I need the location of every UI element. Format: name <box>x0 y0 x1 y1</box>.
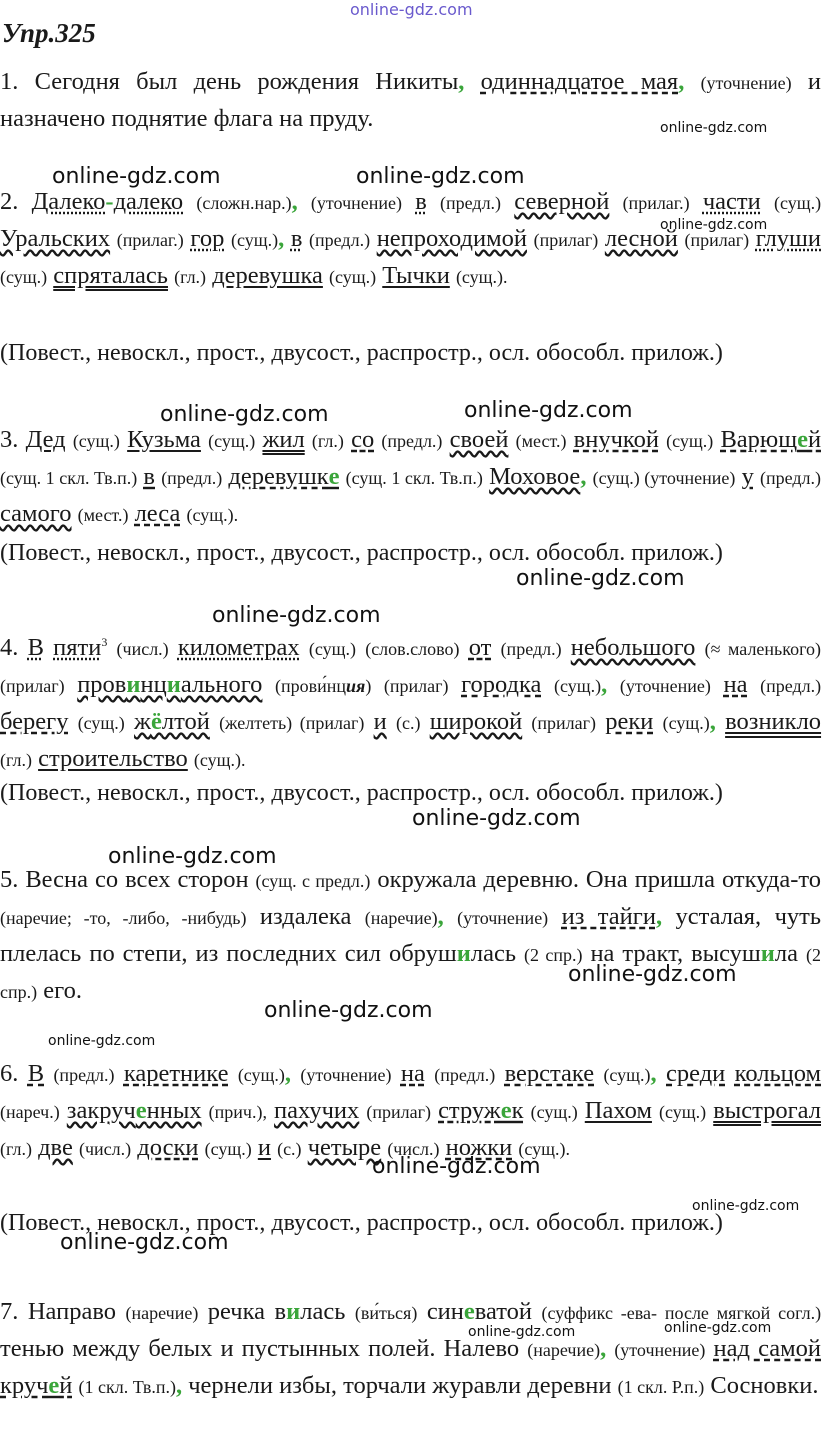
note-part: ) <box>365 676 372 697</box>
word: спряталась <box>53 262 168 289</box>
word: деревушка <box>212 262 323 289</box>
word <box>77 671 262 698</box>
comma-mark: , <box>650 1060 657 1087</box>
text: Весна со всех сторон <box>25 866 249 893</box>
word: внучкой <box>573 426 659 453</box>
note: (наречие) <box>527 1340 601 1360</box>
comma-mark: , <box>291 188 298 215</box>
note: (сложн.нар.) <box>196 193 292 213</box>
comma-mark: , <box>655 903 663 930</box>
note: (2 спр.) <box>523 945 583 965</box>
watermark: online-gdz.com <box>412 806 581 831</box>
note: (прилаг) <box>533 230 599 250</box>
note: (предл.) <box>434 1065 496 1085</box>
note: (прич.), <box>208 1102 267 1122</box>
paragraph-2 <box>0 184 821 295</box>
text-part: ватой <box>474 1298 533 1325</box>
note: (прилаг.) <box>622 193 690 213</box>
note: (сущ. 1 скл. Тв.п.) <box>345 468 483 488</box>
word-part: струж <box>438 1097 501 1124</box>
text-part: усталая, чуть плелась по степи, из последних сил обруш <box>0 903 822 967</box>
word: в <box>143 463 155 490</box>
word: городка <box>461 671 542 699</box>
summary-line: (Повест., невоскл., прост., двусост., распростр., осл. обособл. прилож.) <box>0 780 723 806</box>
note: (прилаг) <box>366 1102 431 1122</box>
note: (слов.слово) <box>365 639 460 660</box>
note-part: ия <box>346 676 366 697</box>
word: километрах <box>177 634 300 662</box>
note: (гл.) <box>0 1139 32 1159</box>
note: (с.) <box>395 713 421 734</box>
word-part: пров <box>77 671 127 699</box>
note: (уточнение) <box>700 73 792 93</box>
hyphen-mark: - <box>105 188 114 215</box>
word-part: к <box>511 1097 524 1124</box>
watermark: online-gdz.com <box>568 962 737 987</box>
note: (прилаг.) <box>116 230 184 250</box>
paragraph-4 <box>0 624 821 778</box>
word <box>720 426 821 453</box>
watermark: online-gdz.com <box>160 402 329 427</box>
note: (наречие) <box>364 908 438 928</box>
watermark: online-gdz.com <box>372 1154 541 1179</box>
watermark: online-gdz.com <box>350 0 473 19</box>
note: (предл.) <box>440 193 502 213</box>
word-part: деревушк <box>228 463 329 490</box>
text <box>427 1298 532 1325</box>
note: (уточнение) <box>310 193 403 213</box>
text-part: лась <box>300 1298 346 1325</box>
word-part: лтой <box>161 708 210 736</box>
word: доски <box>137 1134 199 1161</box>
highlight-letter: е <box>328 463 340 490</box>
note-part: (прови́нц <box>274 676 347 697</box>
word: возникло <box>725 708 822 736</box>
highlight-letter: и <box>456 940 471 967</box>
note: (мест.) <box>515 431 567 451</box>
note: (с.) <box>277 1139 302 1159</box>
word: и <box>373 708 387 736</box>
note: (сущ.) <box>666 431 714 451</box>
word-part: нных <box>146 1097 202 1124</box>
note: (числ.) <box>78 1139 132 1159</box>
highlight-letter: е <box>463 1298 475 1325</box>
watermark: online-gdz.com <box>108 844 277 869</box>
word: каретнике <box>123 1060 229 1087</box>
exercise-title: Упр.325 <box>2 18 96 48</box>
word-part: Варющ <box>720 426 798 453</box>
watermark: online-gdz.com <box>664 1320 772 1336</box>
word: леса <box>134 500 181 527</box>
note: (сущ.). <box>455 267 508 287</box>
text-part: речка в <box>207 1298 287 1325</box>
word: жил <box>262 426 305 453</box>
note: (сущ. 1 скл. Тв.п.) <box>0 468 138 488</box>
text: его. <box>43 977 82 1004</box>
watermark: online-gdz.com <box>60 1230 229 1255</box>
word: реки <box>605 708 654 736</box>
note: (сущ.) <box>204 1139 252 1159</box>
highlight-letter: и <box>126 671 141 699</box>
word: самого <box>0 500 72 527</box>
word-part: нц <box>140 671 167 699</box>
comma-mark: , <box>278 225 285 252</box>
word: у <box>741 463 754 490</box>
note: (сущ.) <box>308 639 356 660</box>
word: далеко <box>113 188 184 215</box>
highlight-letter: е <box>500 1097 512 1124</box>
note: (предл.) <box>760 676 822 697</box>
note: (сущ.) <box>237 1065 285 1085</box>
note <box>275 676 371 696</box>
word: в <box>290 225 303 252</box>
text-part: на тракт, высуш <box>590 940 761 967</box>
watermark: online-gdz.com <box>692 1198 800 1214</box>
text: Сосновки. <box>710 1372 819 1399</box>
comma-mark: , <box>437 903 444 930</box>
text: из тайги <box>561 903 656 930</box>
text: и назначено поднятие флага на пруду. <box>0 68 822 132</box>
note: (гл.) <box>174 267 207 287</box>
word: В <box>27 1060 45 1087</box>
note: (предл.) <box>381 431 443 451</box>
text: чернели избы, торчали журавли деревни <box>188 1372 612 1399</box>
note: (сущ.). <box>193 750 246 771</box>
item-number: 3. <box>0 426 19 453</box>
word: среди <box>666 1060 726 1087</box>
note: (сущ.). <box>518 1139 571 1159</box>
note: (сущ.) <box>77 713 125 734</box>
item-number: 2. <box>0 188 19 215</box>
text-part: над самой круч <box>0 1335 821 1399</box>
word <box>67 1097 202 1124</box>
text: издалека <box>259 903 352 930</box>
note: (предл.) <box>53 1065 115 1085</box>
word: верстаке <box>504 1060 595 1087</box>
item-number: 1. <box>0 68 19 95</box>
item-number: 6. <box>0 1060 19 1087</box>
note: (прилаг) <box>531 713 597 734</box>
comma-mark: , <box>601 671 608 699</box>
watermark: online-gdz.com <box>468 1324 576 1340</box>
word: и <box>257 1134 271 1161</box>
text-part: син <box>426 1298 464 1325</box>
item-number: 4. <box>0 634 19 662</box>
word: кольцом <box>734 1060 822 1087</box>
word: Пахом <box>584 1097 652 1124</box>
note: (уточнение) <box>619 676 711 697</box>
comma-mark: , <box>678 68 685 95</box>
word: В <box>27 634 44 662</box>
watermark: online-gdz.com <box>660 120 768 136</box>
word: на <box>400 1060 425 1087</box>
watermark: online-gdz.com <box>660 217 768 233</box>
note: (прилаг) <box>684 230 750 250</box>
word: на <box>723 671 748 699</box>
note: (ви́ться) <box>354 1303 418 1323</box>
highlight-letter: е <box>135 1097 147 1124</box>
paragraph-7 <box>0 1294 821 1405</box>
note: (сущ.) (уточнение) <box>592 468 736 488</box>
highlight-letter: е <box>48 1372 60 1399</box>
word: Уральских <box>0 225 111 252</box>
note: (числ.) <box>116 639 169 660</box>
word: со <box>351 426 375 453</box>
comma-mark: , <box>600 1335 607 1362</box>
watermark: online-gdz.com <box>356 164 525 189</box>
note: (сущ.) <box>603 1065 651 1085</box>
note: (сущ. с предл.) <box>255 871 371 891</box>
word: Далеко <box>31 188 106 215</box>
note: (наречие) <box>125 1303 199 1323</box>
note: (суффикс -ева- после мягкой согл.) <box>541 1303 822 1323</box>
word-part: й <box>807 426 822 453</box>
note: (1 скл. Тв.п.) <box>78 1377 176 1397</box>
text <box>208 1298 346 1325</box>
word: Тычки <box>382 262 450 289</box>
paragraph-3 <box>0 422 821 533</box>
note: (числ.) <box>387 1139 440 1159</box>
word: гор <box>190 225 225 252</box>
note: (уточнение) <box>614 1340 706 1360</box>
comma-mark: , <box>284 1060 292 1087</box>
word: лесной <box>604 225 678 252</box>
summary-line: (Повест., невоскл., прост., двусост., распростр., осл. обособл. прилож.) <box>0 540 723 566</box>
note: (сущ.) <box>530 1102 578 1122</box>
note: (предл.) <box>760 468 822 488</box>
comma-mark: , <box>458 68 465 95</box>
note: (гл.) <box>311 431 344 451</box>
summary-line: (Повест., невоскл., прост., двусост., распростр., осл. обособл. прилож.) <box>0 340 723 366</box>
watermark: online-gdz.com <box>516 566 685 591</box>
watermark: online-gdz.com <box>264 998 433 1023</box>
note: (2 спр.) <box>0 945 821 1002</box>
word: пяти <box>53 634 102 662</box>
word: от <box>468 634 492 662</box>
word: строительство <box>38 745 188 773</box>
text: тенью между белых и пустынных полей. Налево <box>0 1335 520 1362</box>
word: Кузьма <box>127 426 201 453</box>
watermark: online-gdz.com <box>48 1033 156 1049</box>
word: части <box>702 188 761 215</box>
note: (сущ.) <box>72 431 120 451</box>
word: непроходимой <box>376 225 527 252</box>
note: (прилаг) <box>383 676 449 697</box>
note: (сущ.) <box>773 193 822 213</box>
note: (сущ.) <box>329 267 377 287</box>
note: (сущ.) <box>230 230 279 250</box>
word: берегу <box>0 708 69 736</box>
highlight-letter: и <box>286 1298 301 1325</box>
text-part: ла <box>774 940 799 967</box>
word-part: ального <box>180 671 263 699</box>
word: Дед <box>25 426 66 453</box>
word <box>134 708 210 735</box>
text: Направо <box>27 1298 116 1325</box>
text-part: лась <box>470 940 516 967</box>
word: четыре <box>307 1134 382 1161</box>
note: (уточнение) <box>300 1065 392 1085</box>
word: северной <box>514 188 610 215</box>
note: (предл.) <box>500 639 562 660</box>
word: пахучих <box>274 1097 360 1124</box>
note: (сущ.) <box>208 431 256 451</box>
note: (1 скл. Р.п.) <box>617 1377 705 1397</box>
note: (сущ.) <box>0 267 48 287</box>
paragraph-5 <box>0 862 821 1010</box>
note: (мест.) <box>77 505 129 525</box>
highlight-letter: и <box>166 671 181 699</box>
item-number: 7. <box>0 1298 19 1325</box>
word-part: ж <box>134 708 151 736</box>
note: (сущ.) <box>659 1102 707 1122</box>
highlight-letter: и <box>760 940 775 967</box>
note: (нареч.) <box>0 1102 60 1122</box>
note: (гл.) <box>0 750 32 771</box>
text: одиннадцатое мая <box>480 68 679 95</box>
word: небольшого <box>570 634 696 662</box>
watermark: online-gdz.com <box>464 398 633 423</box>
highlight-letter: ё <box>150 708 162 736</box>
note: (сущ.) <box>554 676 602 697</box>
word: в <box>415 188 427 215</box>
note: (предл.) <box>161 468 223 488</box>
footnote-mark: 3 <box>101 635 108 649</box>
word-part: закруч <box>66 1097 136 1124</box>
word: Моховое <box>489 463 581 490</box>
note: (предл.) <box>309 230 371 250</box>
note: (желтеть) (прилаг) <box>219 713 365 734</box>
highlight-letter: е <box>797 426 808 453</box>
comma-mark: , <box>580 463 587 490</box>
comma-mark: , <box>709 708 716 736</box>
word: глуши <box>755 225 822 252</box>
item-number: 5. <box>0 866 19 893</box>
paragraph-6 <box>0 1056 821 1167</box>
watermark: online-gdz.com <box>52 164 221 189</box>
text: окружала деревню. Она пришла откуда-то <box>377 866 822 893</box>
summary-line: (Повест., невоскл., прост., двусост., распростр., осл. обособл. прилож.) <box>0 1210 723 1236</box>
word: ножки <box>445 1134 513 1161</box>
note: (уточнение) <box>457 908 549 928</box>
word: своей <box>449 426 509 453</box>
word <box>438 1097 523 1124</box>
text-part: й <box>59 1372 73 1399</box>
note: (наречие; -то, -либо, -нибудь) <box>0 908 247 928</box>
word: выстрогал <box>713 1097 821 1124</box>
text: Сегодня был день рождения Никиты <box>34 68 459 95</box>
word <box>228 463 339 490</box>
word: две <box>38 1134 73 1161</box>
note: (сущ.) <box>662 713 710 734</box>
watermark: online-gdz.com <box>212 603 381 628</box>
note: (сущ.). <box>186 505 239 525</box>
comma-mark: , <box>175 1372 183 1399</box>
word: широкой <box>429 708 523 736</box>
note: (≈ маленького) (прилаг) <box>0 639 822 697</box>
